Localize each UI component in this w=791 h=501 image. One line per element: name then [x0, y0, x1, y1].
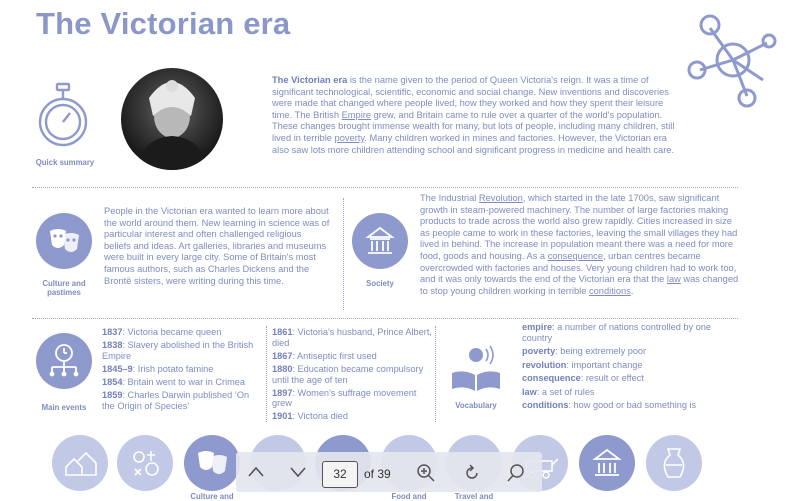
vocab-item: conditions: how good or bad something is	[522, 399, 697, 410]
vocab-item: revolution: important change	[522, 359, 643, 370]
intro-term: The Victorian era	[272, 75, 348, 85]
search-icon[interactable]	[506, 463, 526, 483]
society-paragraph: The Industrial Revolution, which started in the late 1700s, saw significant growth in steam-powered machinery. The number of large factories making products to trade across the world also grew rapidly. Cities increased in size as people came to work in these factories, leaving the small villages they had lived in behind. The increase in population meant there was a need for more food, goods and housing. As a consequence, urban centres became overcrowded with factories and houses. Very young children had to work too, and it was only towards the end of the Victorian era that the law was changed to stop young children working in terrible conditions.	[420, 193, 739, 296]
intro-paragraph: The Victorian era is the name given to the period of Queen Victoria's reign. It was a time of significant technological, scientific, economic and social change. New inventions and discoveries were made that changed where people lived, how they worked and how they spent their leisure time. The British Empire grew, and Britain came to rule over a quarter of the world's population. These changes brought immense wealth for many, but lots of people, including many children, still lived in terrible poverty. Many children worked in mines and factories. However, the Victorian era also saw lots more children attending school and significant progress in medicine and health care.	[272, 75, 675, 155]
nav-houses-button[interactable]	[52, 435, 108, 491]
event-item: 1845–9: Irish potato famine	[102, 363, 214, 374]
stopwatch-icon	[38, 82, 88, 150]
consequence-link[interactable]: consequence	[547, 250, 603, 261]
conditions-link[interactable]: conditions	[588, 285, 631, 296]
divider	[266, 326, 267, 422]
event-item: 1901: Victoria died	[272, 411, 348, 422]
culture-label: Culture and pastimes	[42, 279, 86, 297]
nav-food-label: Food and	[391, 492, 427, 501]
divider	[32, 187, 738, 188]
event-item: 1880: Education became compulsory until the age of ten	[272, 363, 424, 385]
revolution-link[interactable]: Revolution	[478, 193, 523, 203]
event-item: 1861: Victoria's husband, Prince Albert, died	[272, 327, 432, 348]
theatre-masks-icon	[36, 213, 92, 269]
society-label: Society	[366, 279, 394, 288]
empire-link[interactable]: Empire	[341, 109, 372, 120]
culture-paragraph: People in the Victorian era wanted to learn more about the world around them. New learning in science was of particular interest and often challenged religious beliefs and ideas. Art galleries, libraries and museums were built in every large city. Some of Britain's most famous authors, such as Charles Dickens and the Brontë sisters, were writing during this time.	[104, 206, 330, 286]
events-column-1	[102, 327, 262, 414]
vocabulary-list	[522, 322, 727, 413]
book-speaking-icon	[448, 343, 504, 395]
zoom-in-icon[interactable]	[416, 463, 436, 483]
chevron-up-icon[interactable]	[246, 462, 266, 482]
quick-summary-label: Quick summary	[35, 158, 95, 167]
vocab-item: poverty: being extremely poor	[522, 346, 647, 357]
event-item: 1854: Britain went to war in Crimea	[102, 376, 245, 387]
building-icon	[352, 213, 408, 269]
nav-travel-label: Travel and	[454, 492, 494, 501]
event-item: 1897: Women's suffrage movement grew	[272, 387, 417, 409]
nav-religion-button[interactable]	[117, 435, 173, 491]
vocab-item: consequence: result or effect	[522, 373, 644, 384]
vocab-item: law: a set of rules	[522, 386, 595, 397]
events-column-2	[272, 327, 434, 424]
poverty-link[interactable]: poverty	[334, 132, 365, 143]
page-count: of 39	[364, 467, 391, 481]
event-item: 1867: Antiseptic first used	[272, 350, 377, 361]
divider	[32, 318, 738, 319]
vocabulary-label: Vocabulary	[455, 401, 497, 410]
nav-culture-label: Culture and	[190, 492, 234, 501]
nav-vase-button[interactable]	[646, 435, 702, 491]
event-item: 1859: Charles Darwin published ‘On the Origin of Species’	[102, 389, 250, 411]
page-title: The Victorian era	[36, 6, 291, 41]
nav-society-button[interactable]	[579, 435, 635, 491]
timeline-clock-icon	[36, 333, 92, 389]
nav-culture-button[interactable]	[184, 435, 240, 491]
chevron-down-icon[interactable]	[288, 462, 308, 482]
queen-victoria-portrait	[121, 68, 223, 170]
divider	[343, 198, 344, 310]
rotate-icon[interactable]	[462, 463, 482, 483]
page-number-input[interactable]: 32	[322, 461, 358, 488]
main-events-label: Main events	[41, 403, 87, 412]
event-item: 1838: Slavery abolished in the British Empire	[102, 339, 254, 361]
law-link[interactable]: law	[666, 274, 681, 285]
divider	[435, 326, 436, 422]
network-icon	[685, 8, 785, 110]
event-item: 1837: Victoria became queen	[102, 327, 222, 337]
vocab-item: empire: a number of nations controlled by one country	[522, 322, 711, 343]
